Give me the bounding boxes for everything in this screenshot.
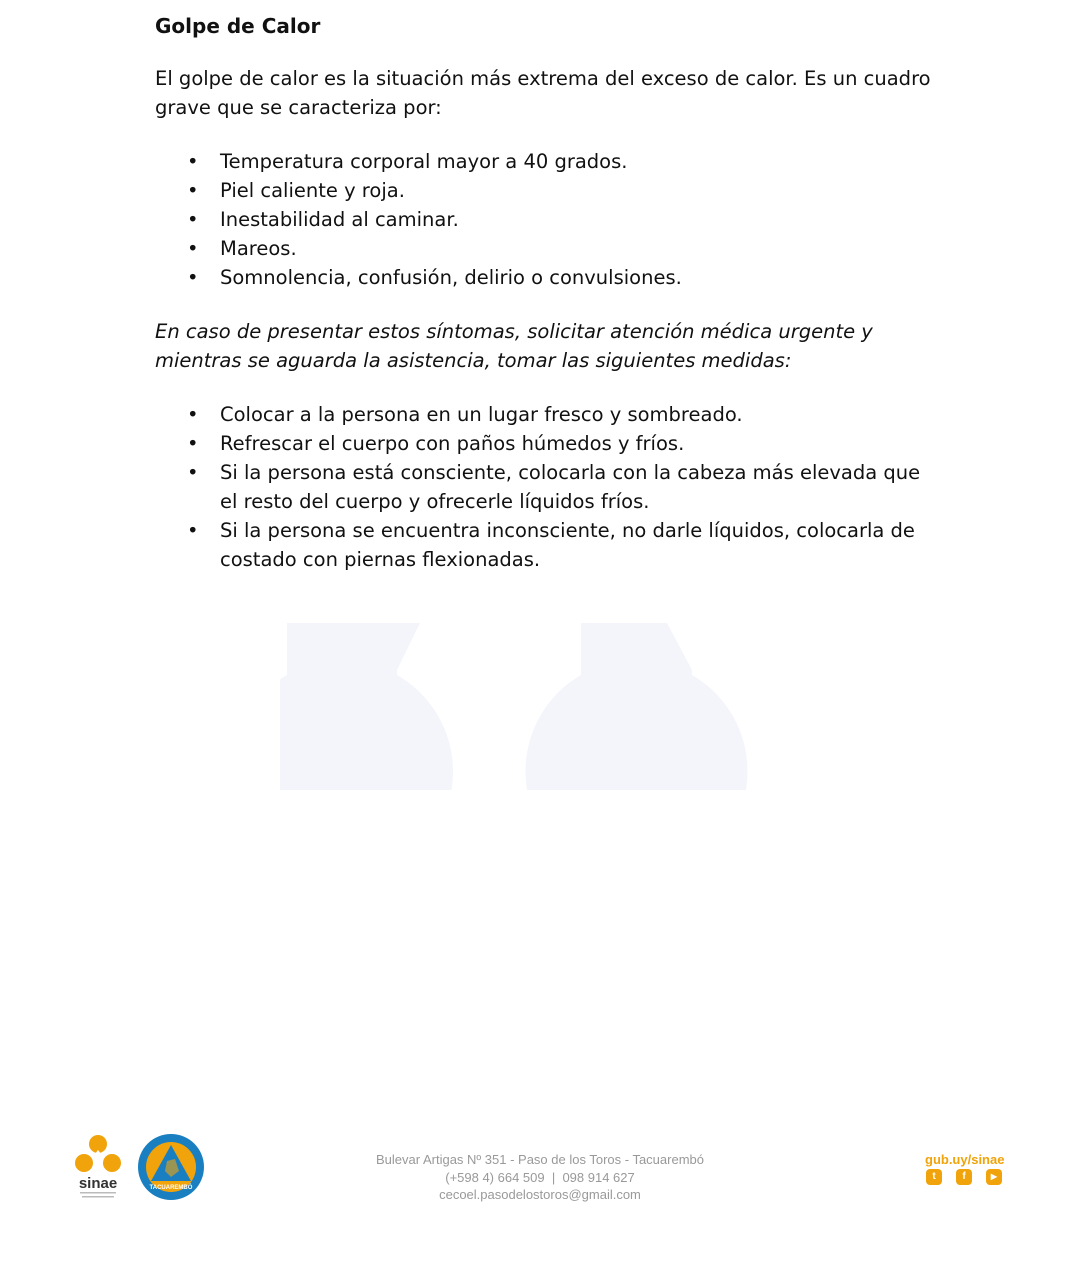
list-item: • Mareos. [187, 237, 297, 260]
symptoms-list [155, 147, 935, 292]
watermark-graphic [280, 615, 810, 790]
facebook-icon[interactable]: f [956, 1169, 972, 1185]
list-item: • Si la persona se encuentra inconsciente, no darle líquidos, colocarla de costado con piernas flexionadas. [187, 519, 915, 571]
list-item: • Si la persona está consciente, colocarla con la cabeza más elevada que el resto del cuerpo y ofrecerle líquidos fríos. [187, 461, 921, 513]
list-item: • Inestabilidad al caminar. [187, 208, 459, 231]
svg-text:sinae: sinae [78, 1175, 118, 1192]
measures-list [155, 400, 935, 574]
svg-text:TACUAREMBÓ: TACUAREMBÓ [149, 1185, 193, 1191]
youtube-icon[interactable]: ▶ [986, 1169, 1002, 1185]
footer-email[interactable]: cecoel.pasodelostoros@gmail.com [439, 1187, 641, 1202]
footer-contact [300, 1151, 780, 1204]
twitter-icon[interactable]: t [926, 1169, 942, 1185]
footer-website-link[interactable]: gub.uy/sinae [925, 1152, 1005, 1167]
list-item: • Temperatura corporal mayor a 40 grados. [187, 150, 628, 173]
list-item: • Colocar a la persona en un lugar fresco y sombreado. [187, 403, 743, 426]
document-body [155, 12, 935, 599]
sinae-logo [72, 1132, 124, 1202]
list-item: • Refrescar el cuerpo con paños húmedos y fríos. [187, 432, 685, 455]
instruction-paragraph: En caso de presentar estos síntomas, solicitar atención médica urgente y mientras se aguarda la asistencia, tomar las siguientes medidas: [155, 320, 873, 372]
footer-address: Bulevar Artigas Nº 351 - Paso de los Toros - Tacuarembó [376, 1152, 704, 1167]
footer-phones: (+598 4) 664 509 | 098 914 627 [445, 1169, 635, 1185]
list-item: • Piel caliente y roja. [187, 179, 405, 202]
section-title: Golpe de Calor [155, 14, 321, 38]
list-item: • Somnolencia, confusión, delirio o convulsiones. [187, 266, 682, 289]
cecoed-tacuarembo-logo [137, 1133, 205, 1201]
intro-paragraph: El golpe de calor es la situación más extrema del exceso de calor. Es un cuadro grave que se caracteriza por: [155, 67, 931, 119]
